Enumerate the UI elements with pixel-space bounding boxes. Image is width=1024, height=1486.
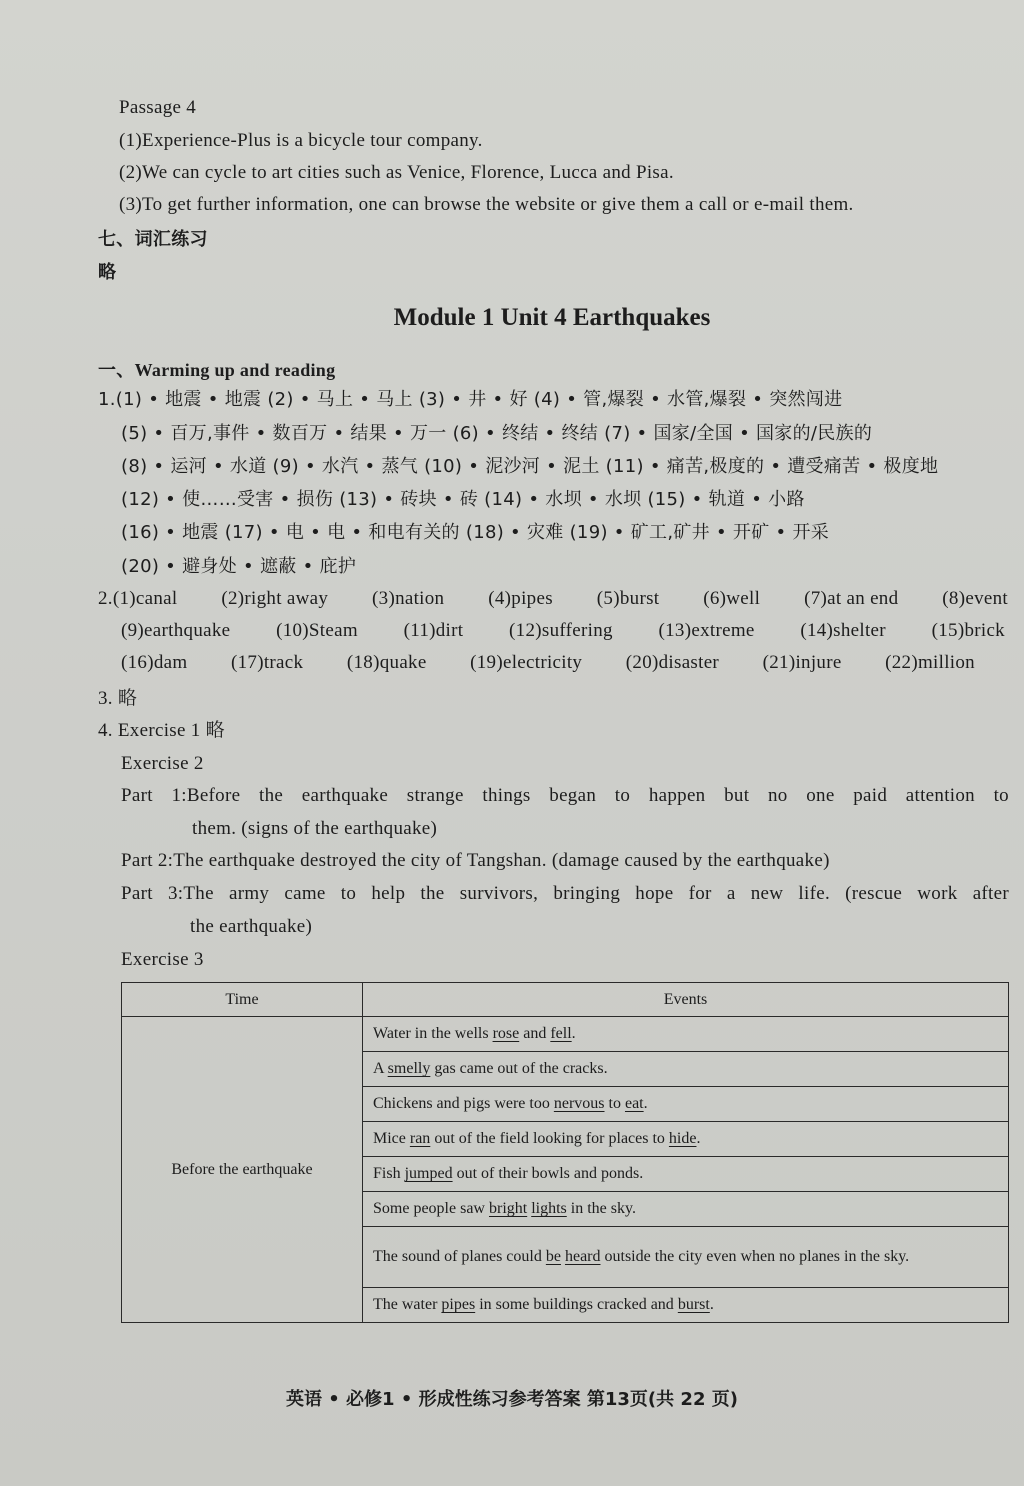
q4-exercise-3: Exercise 3 <box>121 949 204 970</box>
events-table <box>121 982 1009 1323</box>
event-cell <box>363 1157 1009 1192</box>
part-3-text: The army came to help the survivors, bringing hope for a new life. (rescue work after <box>183 883 1009 904</box>
answer-word: fell <box>550 1025 572 1042</box>
event-text: out of their bowls and ponds. <box>452 1165 644 1182</box>
event-text: A <box>373 1060 388 1077</box>
event-text: and <box>519 1025 551 1042</box>
event-cell <box>363 1122 1009 1157</box>
table-header-time: Time <box>122 983 363 1017</box>
vocab-item: (22)million <box>885 652 975 673</box>
vocab-item: (10)Steam <box>276 620 358 641</box>
vocab-item: (21)injure <box>762 652 842 673</box>
table-header-row <box>122 983 1009 1017</box>
vocab-item: (20)disaster <box>625 652 720 673</box>
event-text: outside the city even when no planes in the sky. <box>600 1248 910 1265</box>
answer-word: be <box>545 1248 561 1265</box>
q2-row-2 <box>121 619 1005 643</box>
part-1-line-1 <box>121 784 1009 808</box>
answer-word: jumped <box>404 1165 453 1182</box>
q1-row-2: (5) • 百万,事件 • 数百万 • 结果 • 万一 (6) • 终结 • 终结 (7) • 国家/全国 • 国家的/民族的 <box>121 423 873 444</box>
event-text: The sound of planes could <box>373 1248 546 1265</box>
event-text: Water in the wells <box>373 1025 493 1042</box>
part-2-label: Part 2: <box>121 850 174 871</box>
q1-row-1: 1.(1) • 地震 • 地震 (2) • 马上 • 马上 (3) • 井 • 好 (4) • 管,爆裂 • 水管,爆裂 • 突然闯进 <box>98 389 843 410</box>
vocab-item: (7)at an end <box>804 588 899 609</box>
vocab-item: (17)track <box>231 652 304 673</box>
event-text: . <box>709 1296 714 1313</box>
event-text: . <box>643 1095 648 1112</box>
event-cell <box>363 1087 1009 1122</box>
part-2-text: The earthquake destroyed the city of Tangshan. (damage caused by the earthquake) <box>173 850 830 871</box>
part-3-line-2: the earthquake) <box>190 916 313 937</box>
event-cell <box>363 1192 1009 1227</box>
section-1-heading: 一、Warming up and reading <box>98 360 336 380</box>
vocab-item: (19)electricity <box>470 652 583 673</box>
event-text: The water <box>373 1296 442 1313</box>
event-text: Mice <box>373 1130 410 1147</box>
section-7-heading: 七、词汇练习 <box>98 229 208 250</box>
event-text: . <box>571 1025 576 1042</box>
q2-row-1 <box>98 587 1008 611</box>
event-cell <box>363 1227 1009 1288</box>
part-3-label: Part 3: <box>121 883 184 904</box>
event-text: . <box>696 1130 701 1147</box>
event-text: Some people saw <box>373 1200 489 1217</box>
passage-item-3: (3)To get further information, one can browse the website or give them a call or e-mail them. <box>119 194 854 215</box>
passage-label: Passage 4 <box>119 97 197 118</box>
answer-word: lights <box>531 1200 567 1217</box>
event-cell <box>363 1017 1009 1052</box>
passage-item-1: (1)Experience-Plus is a bicycle tour company. <box>119 130 483 151</box>
vocab-item: (6)well <box>703 588 761 609</box>
vocab-item: (2)right away <box>221 588 329 609</box>
answer-word: heard <box>564 1248 601 1265</box>
event-cell <box>363 1288 1009 1323</box>
event-text: Chickens and pigs were too <box>373 1095 554 1112</box>
vocab-item: (3)nation <box>372 588 445 609</box>
vocab-item: (18)quake <box>346 652 427 673</box>
event-cell <box>363 1052 1009 1087</box>
answer-word: eat <box>624 1095 644 1112</box>
event-text: to <box>604 1095 625 1112</box>
section-7-answer: 略 <box>98 262 117 283</box>
vocab-item: 2.(1)canal <box>98 588 178 609</box>
vocab-item: (14)shelter <box>800 620 886 641</box>
event-text: in some buildings cracked and <box>475 1296 678 1313</box>
vocab-item: (11)dirt <box>403 620 464 641</box>
answer-word: nervous <box>553 1095 605 1112</box>
answer-word: ran <box>409 1130 431 1147</box>
table-row <box>122 1017 1009 1052</box>
event-text: in the sky. <box>566 1200 636 1217</box>
vocab-item: (16)dam <box>121 652 188 673</box>
q4-exercise-1: 4. Exercise 1 略 <box>98 720 225 741</box>
page-footer: 英语 • 必修1 • 形成性练习参考答案 第13页(共 22 页) <box>286 1389 738 1410</box>
answer-word: smelly <box>387 1060 431 1077</box>
part-1-line-2: them. (signs of the earthquake) <box>192 818 438 839</box>
vocab-item: (15)brick <box>931 620 1005 641</box>
part-1-text: Before the earthquake strange things began to happen but no one paid attention to <box>186 785 1009 806</box>
q1-row-4: (12) • 使……受害 • 损伤 (13) • 砖块 • 砖 (14) • 水坝 • 水坝 (15) • 轨道 • 小路 <box>121 489 805 510</box>
answer-word: bright <box>488 1200 528 1217</box>
answer-word: rose <box>492 1025 520 1042</box>
q3-answer: 3. 略 <box>98 688 138 709</box>
q2-row-3 <box>121 651 975 675</box>
vocab-item: (12)suffering <box>509 620 613 641</box>
q1-row-3: (8) • 运河 • 水道 (9) • 水汽 • 蒸气 (10) • 泥沙河 • 泥土 (11) • 痛苦,极度的 • 遭受痛苦 • 极度地 <box>121 456 939 477</box>
q4-exercise-2: Exercise 2 <box>121 753 204 774</box>
event-text: out of the field looking for places to <box>430 1130 669 1147</box>
vocab-item: (9)earthquake <box>121 620 231 641</box>
answer-word: burst <box>677 1296 710 1313</box>
vocab-item: (5)burst <box>596 588 660 609</box>
vocab-item: (8)event <box>942 588 1008 609</box>
time-cell: Before the earthquake <box>122 1017 363 1323</box>
table-header-events: Events <box>363 983 1009 1017</box>
answer-word: hide <box>668 1130 697 1147</box>
answer-word: pipes <box>441 1296 476 1313</box>
q1-row-6: (20) • 避身处 • 遮蔽 • 庇护 <box>121 556 357 577</box>
vocab-item: (13)extreme <box>658 620 755 641</box>
part-2-line-1 <box>121 849 830 873</box>
event-text: Fish <box>373 1165 405 1182</box>
event-text: gas came out of the cracks. <box>430 1060 608 1077</box>
vocab-item: (4)pipes <box>488 588 553 609</box>
passage-item-2: (2)We can cycle to art cities such as Venice, Florence, Lucca and Pisa. <box>119 162 674 183</box>
part-3-line-1 <box>121 882 1009 906</box>
module-title: Module 1 Unit 4 Earthquakes <box>393 304 711 331</box>
part-1-label: Part 1: <box>121 785 187 806</box>
q1-row-5: (16) • 地震 (17) • 电 • 电 • 和电有关的 (18) • 灾难 (19) • 矿工,矿井 • 开矿 • 开采 <box>121 522 830 543</box>
